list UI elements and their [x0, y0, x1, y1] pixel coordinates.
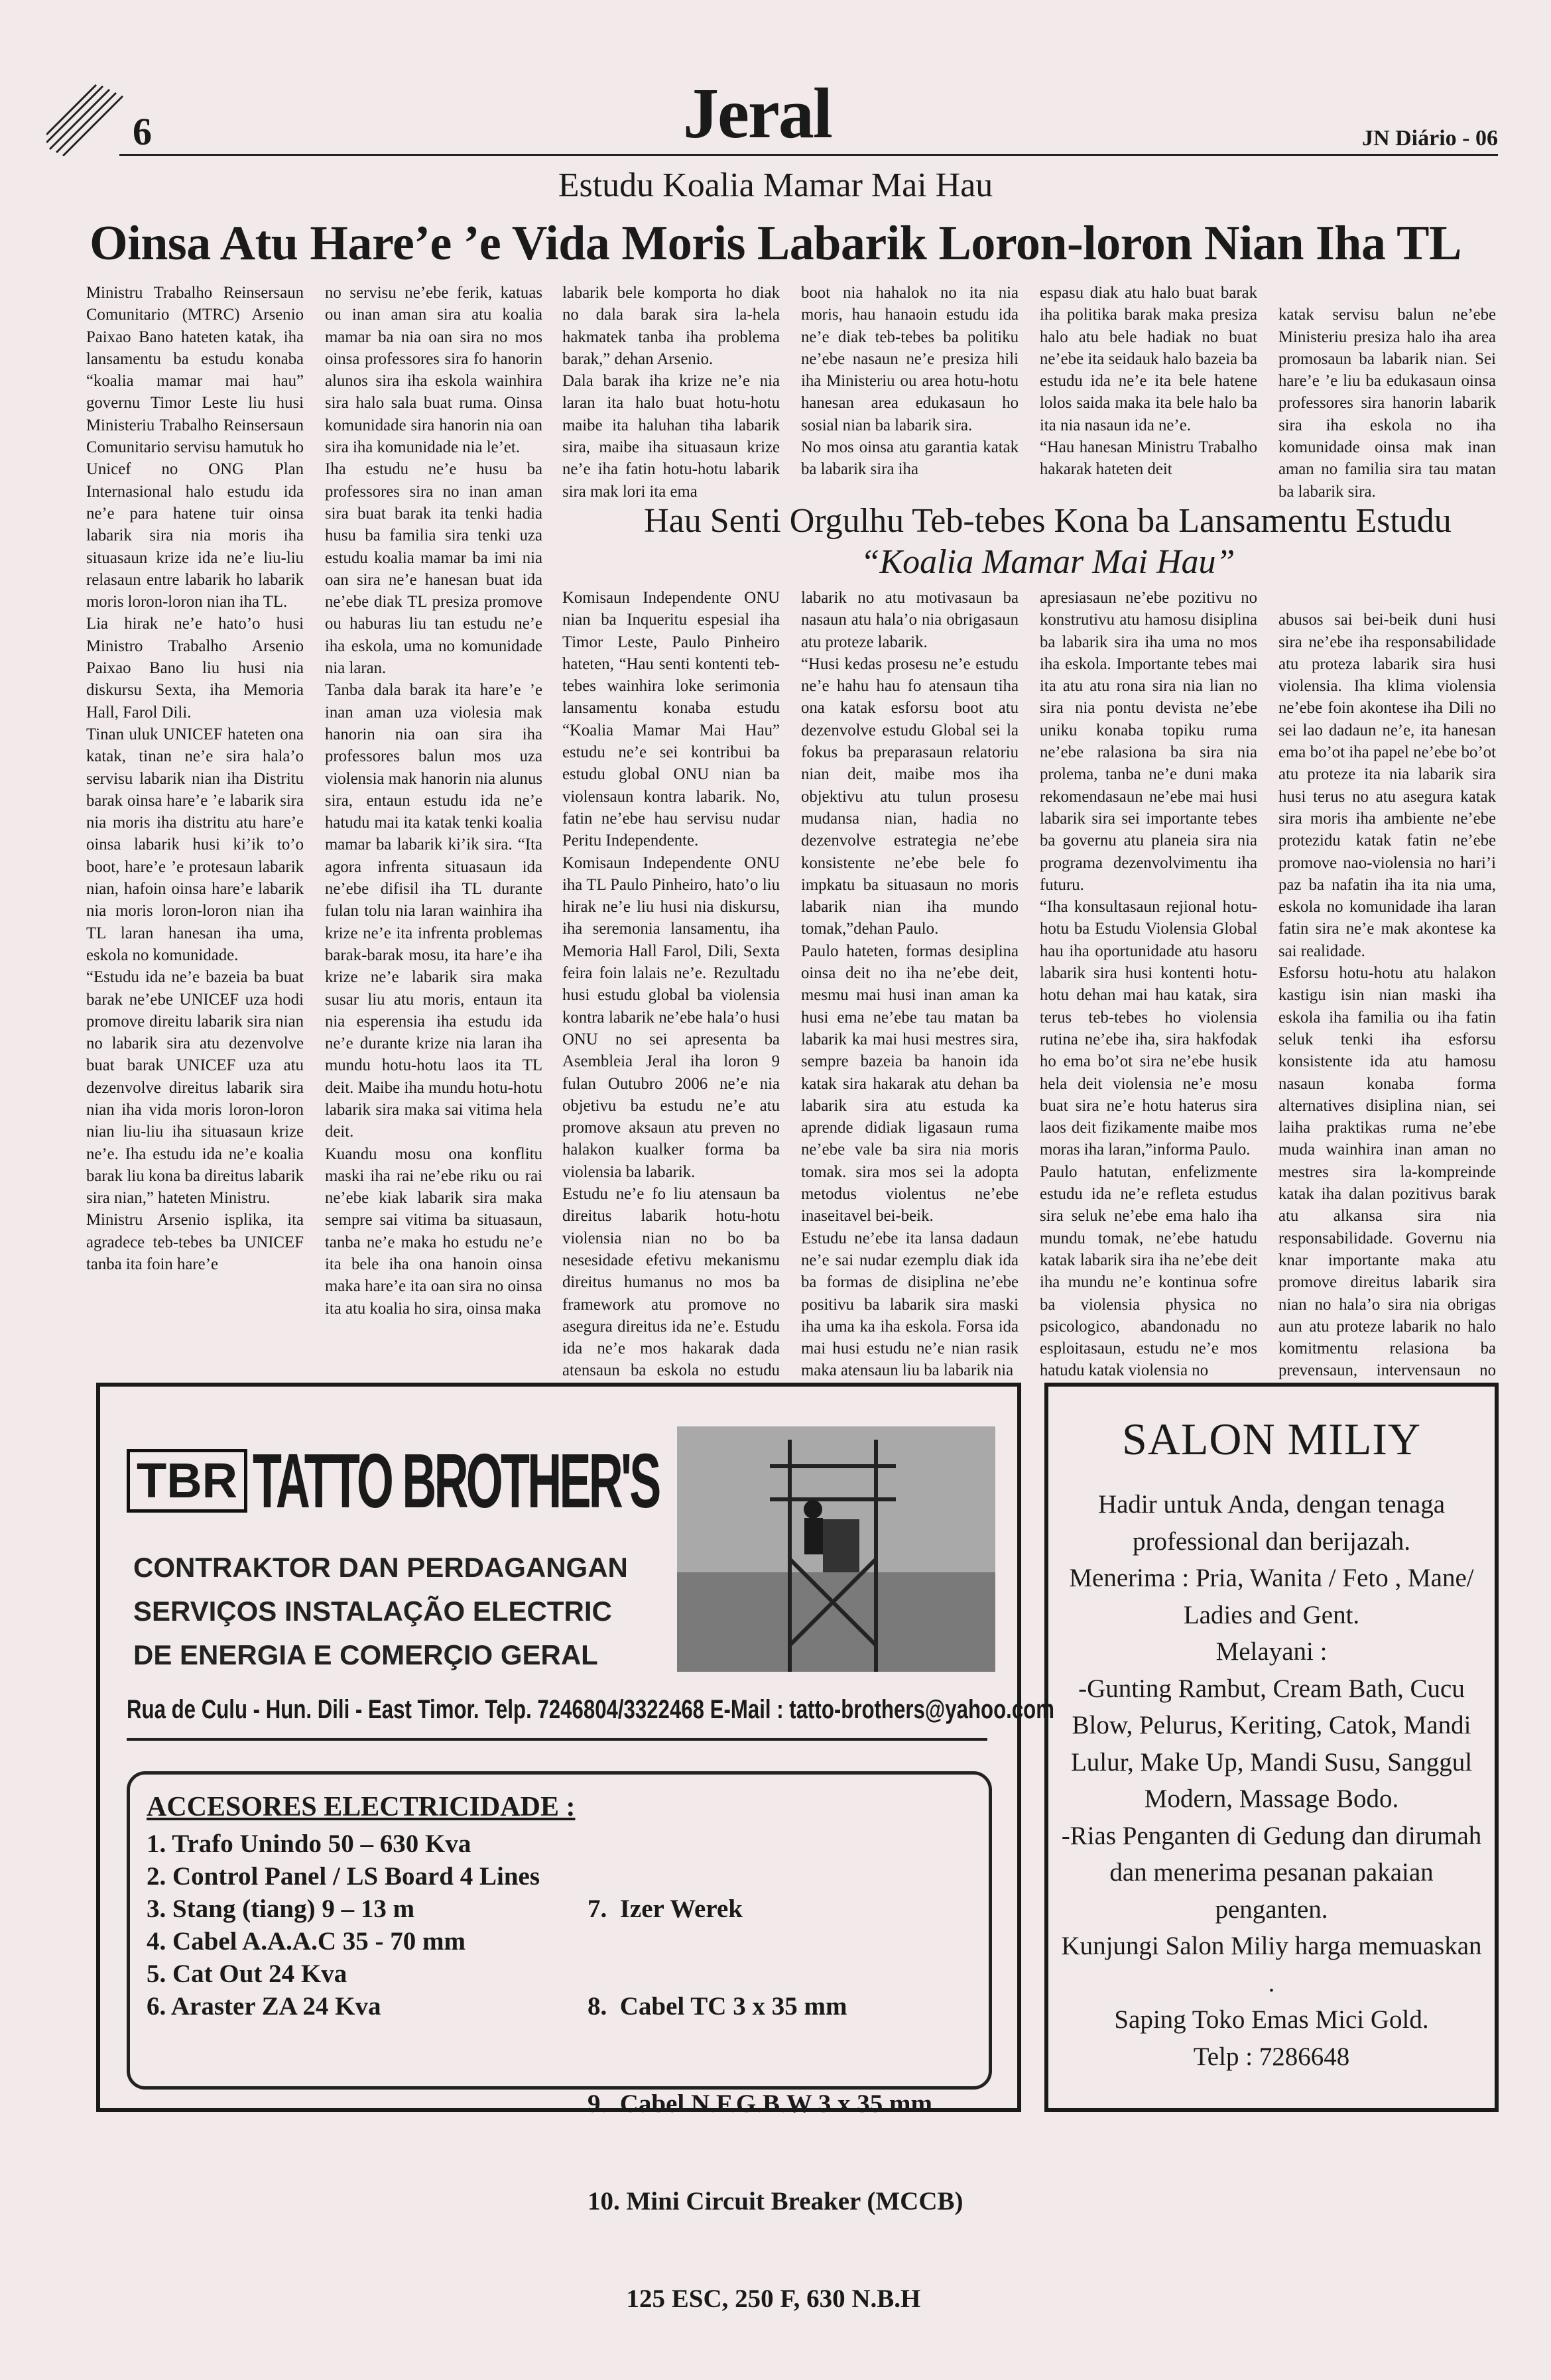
tbr-line-2: SERVIÇOS INSTALAÇÃO ELECTRIC — [133, 1596, 612, 1627]
salon-description: Hadir untuk Anda, dengan tenaga professional dan berijazah. Menerima : Pria, Wanita / Feto , Mane/ Ladies and Gent. Melayani : -Gunting Rambut, Cream Bath, Cucu Blow, Pelurus, Keriting, Catok, Mandi Lulur, Make Up, Mandi Susu, Sanggul Modern, Massage Bodo. -Rias Penganten di Gedung dan dirumah dan menerima pesanan pakaian penganten. Kunjungi Salon Miliy harga memuaskan . Saping Toko Emas Mici Gold. Telp : 7286648 — [1061, 1490, 1482, 2071]
article2-column-1: Komisaun Independente ONU nian ba Inqueritu espesial iha Timor Leste, Paulo Pinheiro hateten, “Hau senti kontenti teb-tebes wainhira loke serimonia lansamentu konaba estudu “Koalia Mamar Mai Hau” estudu ne’e sei kontribui ba estudu global ONU nian ba violensaun kontra labarik. No, fatin ne’ebe hau servisu nudar Peritu Independente. Komisaun Independente ONU iha TL Paulo Pinheiro, hato’o liu hirak ne’e liu husi nia diskursu, iha seremonia lansamentu, iha Memoria Hall Farol, Dili, Sexta feira foin lalais ne’e. Rezultadu husi estudu global ba violensia kontra labarik ne’ebe hala’o husi ONU no sei apresenta ba Asembleia Jeral iha loron 9 fulan Outubro 2006 ne’e nia objetivu ba estudu ne’e atu promove aksaun atu preven no halakon kualker forma ba violensia ba labarik. Estudu ne’e fo liu atensaun ba direitus labarik hotu-hotu violensia nian no bo ba nesesidade efetivu mekanismu direitus humanus no mos ba framework atu promove no asegura direitus ida ne’e. Estudu ida ne’e mos hakarak dada atensaun ba eskola no estudu — [562, 589, 780, 1380]
accessory-item: 4. Cabel A.A.A.C 35 - 70 mm — [147, 1927, 465, 1956]
article2-column-4-text: abusos sai bei-beik duni husi sira ne’ebe iha responsabilidade atu proteza labarik sira husi violensia. Iha klima violensia ne’ebe foin akontese iha Dili no sei lao dadaun ne’e, ita hanesan ema bo’ot iha papel ne’ebe bo’ot atu proteze ita nia labarik sira husi terus no atu asegura katak sira moris iha ambiente ne’ebe protezidu katak fatin ne’ebe promove nao-violensia no hari’i paz ba nafatin iha ita nia uma, eskola no komunidade iha laran fatin sira ne’e mak akontese ka sai realidade. Esforsu hotu-hotu atu halakon kastigu isin nian maski iha eskola iha familia ou iha fatin seluk tenki iha esforsu konsistente ida atu hamosu nasaun konaba forma alternatives disiplina nian, sei laiha praktikas ruma ne’ebe muda wainhira inan aman no mestres sira la-kompreinde katak iha dalan pozitivus barak atu alkansa sira nia responsabilidade. Governu nia knar importante maka atu promove direitus labarik sira nian no hala’o sira nia obrigas aun atu proteze labarik no halo komitmentu relasiona ba prevensaun, intervensaun no — [1278, 611, 1496, 1380]
article1-column-1: Ministru Trabalho Reinsersaun Comunitario (MTRC) Arsenio Paixao Bano hateten katak, iha lansamentu ba estudu konaba “koalia mamar mai hau” governu Timor Leste liu husi Ministeriu Trabalho Reinsersaun Comunitario servisu hamutuk ho Unicef no ONG Plan Internasional halo estudu ida ne’e para hatene tuir oinsa labarik sira nia moris iha situasaun krize ida ne’e liu-liu relasaun entre labarik ho labarik moris loron-loron nian iha TL. Lia hirak ne’e hato’o husi Ministro Trabalho Arsenio Paixao Bano liu husi nia diskursu Sexta, iha Memoria Hall, Farol Dili. Tinan uluk UNICEF hateten ona katak, tinan ne’e sira hala’o servisu labarik nian iha Distritu barak oinsa hare’e ’e labarik sira nia moris iha distritu atu hare’e oinsa labarik husi ki’ik to’o boot, hare’e ’e protesaun labarik nian, hafoin oinsa hare’e labarik nia moris loron-loron nian iha TL laran hanesan iha uma, eskola no komunidade. “Estudu ida ne’e bazeia ba buat barak ne’ebe UNICEF uza hodi promove direitu labarik sira nian no labarik sira atu dezenvolve buat barak UNICEF uza atu dezenvolve direitus labarik sira nian iha vida moris loron-loron nian liu-liu iha situasaun krize ne’e. Iha estudu ida ne’e koalia barak liu kona ba direitus labarik sira nian,” hateten Ministru. Ministru Arsenio isplika, ita agradece teb-tebes ba UNICEF tanba ita foin hare’e — [86, 284, 304, 1274]
corner-hatch-decoration — [46, 83, 133, 156]
article2-headline-line2: “Koalia Mamar Mai Hau” — [860, 543, 1235, 581]
article2-column-2: labarik no atu motivasaun ba nasaun atu hala’o nia obrigasaun atu proteze labarik. “Husi kedas prosesu ne’e estudu ne’e hahu hau fo atensaun tiha ona katak esforsu boot atu dezenvolve estudu Global sei la fokus ba preparasaun relatoriu nian deit, maibe mos iha objektivu atu tulun prosesu mudansa nian, hadia no dezenvolve estrategia ne’ebe konsistente ne’ebe bele fo impkatu ba situasaun no moris labarik nian iha mundo tomak,”dehan Paulo. Paulo hateten, formas desiplina oinsa deit no iha ne’ebe deit, mesmu mai husi inan aman ka husi ema ne’ebe tau matan ba labarik ka mai husi mestres sira, sempre bazeia ba hanoin ida katak sira hakarak atu dehan ba labarik sira atu estuda ka aprende didiak ligasaun ruma ne’ebe vale ba sira nia moris tomak. sira mos sei la adopta metodus violentus ne’ebe inaseitavel bei-beik. Estudu ne’ebe ita lansa dadaun ne’e sai nudar ezemplu diak ida ba formas de disiplina ne’ebe positivu ba labarik sira maski iha uma ka iha eskola. Forsa ida mai husi estudu ne’e nian rasik maka atensaun liu ba labarik nia — [801, 589, 1019, 1380]
tbr-logo-mark: TBR — [127, 1449, 247, 1513]
tbr-services — [133, 1546, 628, 1677]
accessory-item: 3. Stang (tiang) 9 – 13 m — [147, 1895, 415, 1923]
article1-column-5: espasu diak atu halo buat barak iha politika barak maka presiza halo atu bele hadiak no buat ne’ebe ita seidauk halo bazeia ba estudu ida ne’e ita bele hatene lolos saida maka ita bele halo ba ita nia nasaun ida ne’e. “Hau hanesan Ministru Trabalho hakarak hateten deit — [1040, 284, 1257, 479]
accessories-list-left — [147, 1828, 540, 2023]
article1-column-6 — [1278, 282, 1496, 504]
salon-advertisement — [1044, 1383, 1499, 2112]
header-rule — [119, 154, 1498, 156]
accessories-box — [127, 1771, 992, 2313]
tbr-company-name: TATTO BROTHER'S — [253, 1438, 659, 1524]
publication-name: JN Diário - 06 — [1362, 126, 1498, 151]
accessory-item: 5. Cat Out 24 Kva — [147, 1960, 347, 1988]
article1-kicker: Estudu Koalia Mamar Mai Hau — [558, 166, 993, 204]
tbr-contact: Rua de Culu - Hun. Dili - East Timor. Telp. 7246804/3322468 E-Mail : tatto-brothers@yahoo.com — [127, 1695, 1054, 1724]
article1-column-6-text: katak servisu balun ne’ebe Ministeriu presiza halo iha area promosaun ba labarik nian. Sei hare’e ’e liu ba edukasaun oinsa professores sira hanorin labarik sira iha eskola no iha komunidade oinsa mak inan aman no familia sira tau matan ba labarik sira. — [1278, 306, 1496, 501]
accessory-item: 9. Cabel N.F.G.B.W 3 x 35 mm — [588, 2090, 933, 2118]
salon-title: SALON MILIY — [1121, 1414, 1422, 1464]
accessory-item: 1. Trafo Unindo 50 – 630 Kva — [147, 1830, 471, 1858]
accessory-item: 6. Araster ZA 24 Kva — [147, 1992, 381, 2021]
article1-column-2: no servisu ne’ebe ferik, katuas ou inan aman sira atu koalia mamar ba nia oan sira no mos oinsa professores sira fo hanorin alunos sira iha eskola wainhira sira halo sala buat ruma. Oinsa komunidade sira hanorin nia oan sira iha komunidade nia le’et. Iha estudu ne’e husu ba professores sira no inan aman sira buat barak ita tenki hadia husu ba familia sira tenki uza estudu koalia mamar ba imi nia oan sira ne’e hanesan buat ida ne’ebe diak TL presiza promove ou haburas liu tan estudu ne’e iha eskola, uma no komunidade nia laran. Tanba dala barak ita hare’e ’e inan aman uza violesia mak hanorin nia oan sira iha professores balun mos uza violensia mak hanorin nia alunus sira, entaun estudu ida ne’e hatudu mai ita katak tenki koalia mamar ba labarik ki’ik sira. “Ita agora infrenta situasaun ida ne’ebe difisil iha TL durante fulan tolu nia laran wainhira iha krize ne’e ita infrenta problemas barak-barak mosu, ita hare’e iha krize ne’e labarik sira maka susar liu atu moris, entaun ita nia esperensia iha estudu ida ne’e durante krize nia laran iha mundu hotu-hotu laos ita TL deit. Maibe iha mundu hotu-hotu labarik sira maka sai vitima hela deit. Kuandu mosu ona konflitu maski iha rai ne’ebe riku ou rai ne’ebe kiak labarik sira maka sempre sai vitima ba situasaun, tanba ne’e maka ho estudu ne’e ita bele iha ona hanoin oinsa maka hare’e ita oan sira no oinsa ita atu koalia ho sira, oinsa maka — [325, 284, 542, 1318]
tbr-line-1: CONTRAKTOR DAN PERDAGANGAN — [133, 1552, 628, 1583]
accessories-list-right — [588, 1828, 963, 2380]
article1-column-4: boot nia hahalok no ita nia moris, hau hanaoin estudu ida ne’e diak teb-tebes ba politiku ne’ebe nasaun ne’e presiza hili iha Ministeriu ou area hotu-hotu hanesan area edukasaun ho sosial nian ba labarik sira. No mos oinsa atu garantia katak ba labarik sira iha — [801, 284, 1019, 479]
article2-headline — [584, 501, 1512, 583]
accessory-item: 8. Cabel TC 3 x 35 mm — [588, 1992, 847, 2021]
article2-column-4 — [1278, 587, 1496, 1383]
tbr-line-3: DE ENERGIA E COMERÇIO GERAL — [133, 1639, 598, 1670]
article1-column-3: labarik bele komporta ho diak no dala barak sira la-hela hakmatek tanba iha problema barak,” dehan Arsenio. Dala barak iha krize ne’e nia laran ita halo buat hotu-hotu maibe ita haluhan tiha labarik sira, maibe iha situasaun krize ne’e iha fatin hotu-hotu labarik sira mak lori ita ema — [562, 284, 780, 501]
page-number: 6 — [133, 110, 152, 153]
electrical-work-photo — [677, 1426, 995, 1672]
article2-headline-line1: Hau Senti Orgulhu Teb-tebes Kona ba Lansamentu Estudu — [644, 502, 1452, 540]
accessory-item: 10. Mini Circuit Breaker (MCCB) — [588, 2187, 963, 2216]
tbr-advertisement — [96, 1383, 1054, 2313]
article1-headline: Oinsa Atu Hare’e ’e Vida Moris Labarik Loron-loron Nian Iha TL — [90, 216, 1461, 271]
section-title: Jeral — [683, 74, 832, 153]
accessories-title: ACCESORES ELECTRICIDADE : — [147, 1792, 576, 1822]
accessory-item: 7. Izer Werek — [588, 1895, 743, 1923]
tbr-divider — [127, 1738, 987, 1741]
accessory-item: 2. Control Panel / LS Board 4 Lines — [147, 1862, 540, 1891]
article2-column-3: apresiasaun ne’ebe pozitivu no konstrutivu atu hamosu disiplina ba labarik sira iha uma no mos iha eskola. Importante tebes mai ita atu atu rona sira nia lian no sira nia pontu devista ne’ebe uniku konaba topiku ruma ne’ebe ralasiona ba sira nia prolema, tanba ne’e duni maka rekomendasaun ne’ebe mai husi labarik sira sei importante tebes ba governu atu planeia sira nia programa dezenvolvimentu iha futuru. “Iha konsultasaun rejional hotu-hotu ba Estudu Violensia Global hau iha oportunidade atu hasoru labarik sira husi kontenti hotu-hotu dehan mai hau katak, sira terus teb-tebes ho violensia rutina ne’ebe iha, sira hakfodak ho ema bo’ot sira ne’ebe husik hela deit violensia ne’e mosu buat sira ne’e hotu haterus sira laos deit fizikamente maibe mos moras iha laran,”informa Paulo. Paulo hatutan, enfelizmente estudu ida ne’e refleta estudus sira seluk ne’ebe ema halo iha mundu tomak, ne’ebe hatudu katak labarik sira iha ne’ebe deit iha mundu ne’e kontinua sofre ba violensia physica no psicologico, abandonadu no esploitasaun, estudu ne’e mos hatudu katak violensia no — [1040, 589, 1257, 1380]
accessory-item: 125 ESC, 250 F, 630 N.B.H — [588, 2285, 921, 2313]
